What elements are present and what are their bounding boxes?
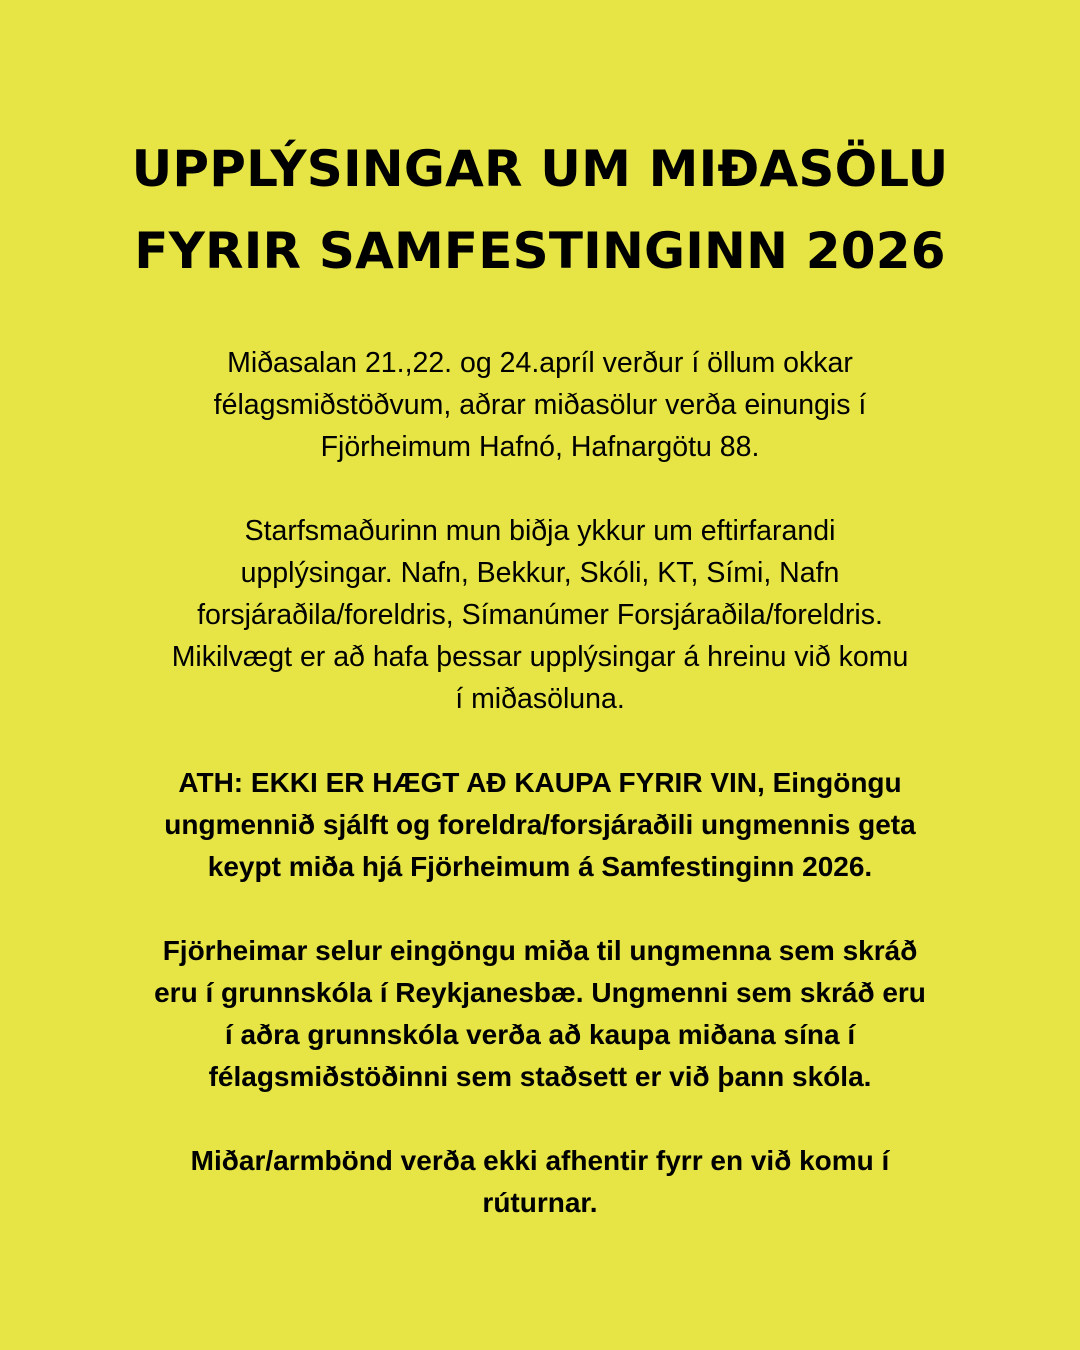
poster-title	[0, 128, 1080, 292]
paragraph-line: Starfsmaðurinn mun biðja ykkur um eftirfarandi	[244, 515, 836, 547]
paragraph-line: forsjáraðila/foreldris, Símanúmer Forsjáraðila/foreldris.	[197, 599, 883, 631]
paragraph-line: Mikilvægt er að hafa þessar upplýsingar á hreinu við komu	[171, 641, 909, 673]
paragraph-line: rúturnar.	[482, 1187, 598, 1218]
paragraph-line: keypt miða hjá Fjörheimum á Samfestinginn 2026.	[207, 851, 873, 882]
required-info-paragraph	[0, 510, 1080, 720]
paragraph-line: félagsmiðstöðvum, aðrar miðasölur verða einungis í	[213, 389, 867, 421]
paragraph-line: ATH: EKKI ER HÆGT AÐ KAUPA FYRIR VIN, Eingöngu	[178, 767, 902, 798]
title-line: UPPLÝSINGAR UM MIÐASÖLU	[131, 140, 949, 198]
eligibility-paragraph	[0, 930, 1080, 1098]
paragraph-line: Miðasalan 21.,22. og 24.apríl verður í öllum okkar	[227, 347, 853, 379]
paragraph-line: í miðasöluna.	[455, 683, 625, 715]
paragraph-line: Fjörheimum Hafnó, Hafnargötu 88.	[320, 431, 760, 463]
paragraph-line: í aðra grunnskóla verða að kaupa miðana sína í	[224, 1019, 856, 1050]
notice-paragraph	[0, 762, 1080, 888]
paragraph-line: félagsmiðstöðinni sem staðsett er við þann skóla.	[208, 1061, 872, 1092]
paragraph-line: upplýsingar. Nafn, Bekkur, Skóli, KT, Sími, Nafn	[240, 557, 840, 589]
title-line: FYRIR SAMFESTINGINN 2026	[134, 222, 946, 280]
paragraph-line: eru í grunnskóla í Reykjanesbæ. Ungmenni sem skráð eru	[154, 977, 926, 1008]
paragraph-line: Miðar/armbönd verða ekki afhentir fyrr en við komu í	[190, 1145, 890, 1176]
wristband-paragraph	[0, 1140, 1080, 1224]
paragraph-line: Fjörheimar selur eingöngu miða til ungmenna sem skráð	[162, 935, 918, 966]
paragraph-line: ungmennið sjálft og foreldra/forsjáraðili ungmennis geta	[164, 809, 916, 840]
ticket-sale-locations-paragraph	[0, 342, 1080, 468]
